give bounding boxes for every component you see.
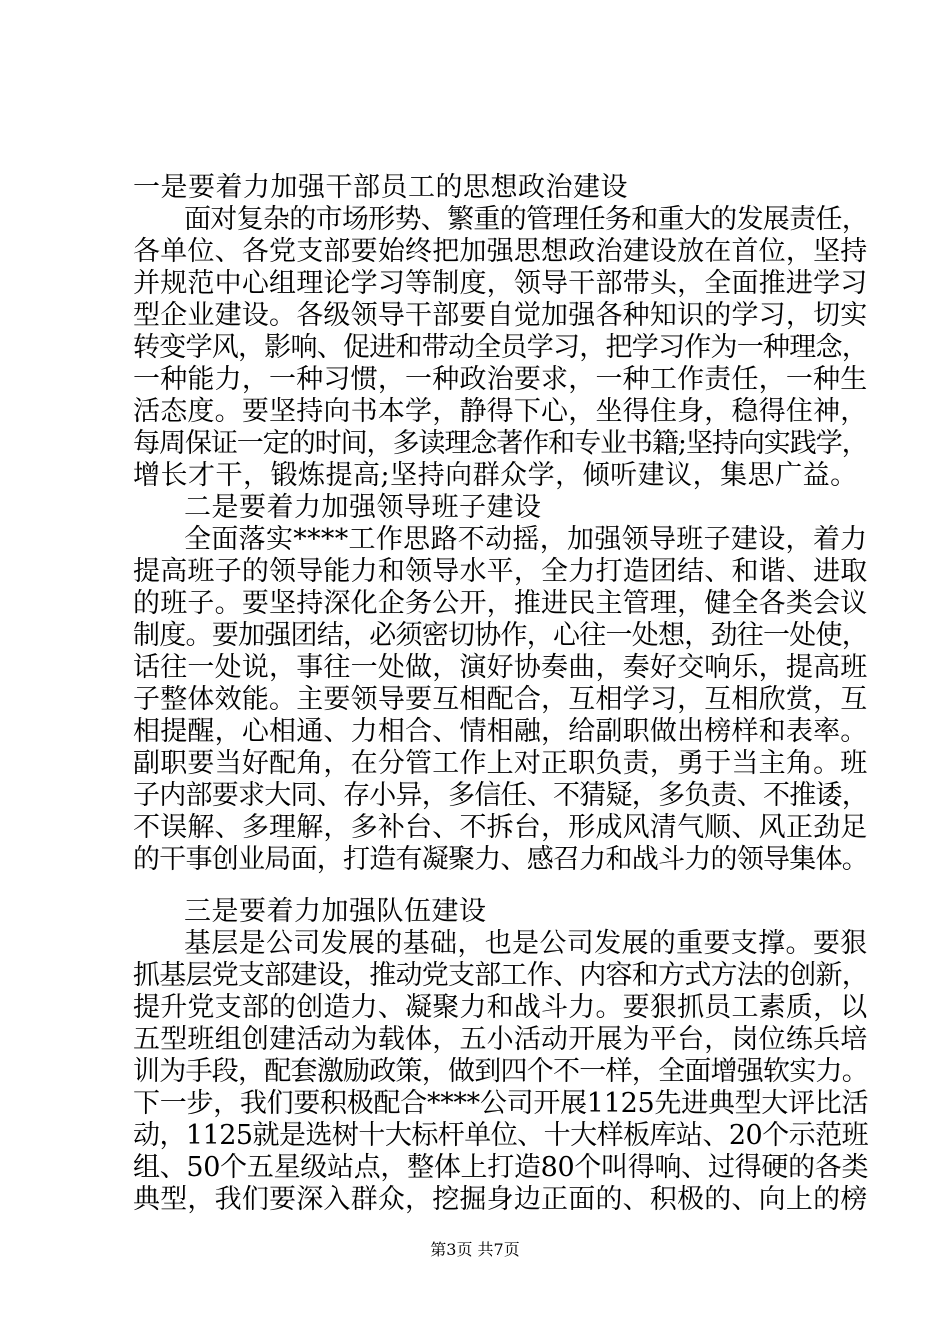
paragraph-line: 每周保证一定的时间，多读理念著作和专业书籍;坚持向实践学， [133, 428, 868, 459]
paragraph-line: 提升党支部的创造力、凝聚力和战斗力。要狠抓员工素质，以 [133, 992, 868, 1023]
paragraph-line: 型企业建设。各级领导干部要自觉加强各种知识的学习，切实 [133, 300, 868, 331]
paragraph-line: 动，1125就是选树十大标杆单位、十大样板库站、20个示范班 [133, 1120, 869, 1151]
paragraph-line: 提高班子的领导能力和领导水平，全力打造团结、和谐、进取 [133, 556, 868, 587]
section-heading-2: 二是要着力加强领导班子建设 [184, 492, 542, 523]
paragraph-line: 的干事创业局面，打造有凝聚力、感召力和战斗力的领导集体。 [133, 844, 868, 875]
paragraph-line: 一种能力，一种习惯，一种政治要求，一种工作责任，一种生 [133, 364, 868, 395]
paragraph-line: 话往一处说，事往一处做，演好协奏曲，奏好交响乐，提高班 [133, 652, 868, 683]
paragraph-line: 不误解、多理解，多补台、不拆台，形成风清气顺、风正劲足 [133, 812, 868, 843]
paragraph-line: 子内部要求大同、存小异，多信任、不猜疑，多负责、不推诿， [133, 780, 868, 811]
paragraph-line: 组、50个五星级站点，整体上打造80个叫得响、过得硬的各类 [133, 1152, 869, 1183]
paragraph-line: 相提醒，心相通、力相合、情相融，给副职做出榜样和表率。 [133, 716, 868, 747]
paragraph-line: 面对复杂的市场形势、繁重的管理任务和重大的发展责任， [184, 204, 868, 235]
paragraph-line: 全面落实****工作思路不动摇，加强领导班子建设，着力 [184, 524, 868, 555]
paragraph-line: 增长才干，锻炼提高;坚持向群众学，倾听建议，集思广益。 [133, 460, 858, 491]
paragraph-line: 训为手段，配套激励政策，做到四个不一样，全面增强软实力。 [133, 1056, 868, 1087]
page-number-footer: 第3页 共7页 [430, 1240, 520, 1259]
paragraph-line: 并规范中心组理论学习等制度，领导干部带头，全面推进学习 [133, 268, 868, 299]
paragraph-line: 转变学风，影响、促进和带动全员学习，把学习作为一种理念， [133, 332, 868, 363]
paragraph-line: 的班子。要坚持深化企务公开，推进民主管理，健全各类会议 [133, 588, 868, 619]
paragraph-line: 制度。要加强团结，必须密切协作，心往一处想，劲往一处使， [133, 620, 868, 651]
paragraph-line: 各单位、各党支部要始终把加强思想政治建设放在首位，坚持 [133, 236, 868, 267]
paragraph-line: 活态度。要坚持向书本学，静得下心，坐得住身，稳得住神， [133, 396, 868, 427]
paragraph-line: 子整体效能。主要领导要互相配合，互相学习，互相欣赏，互 [133, 684, 868, 715]
paragraph-line: 抓基层党支部建设，推动党支部工作、内容和方式方法的创新， [133, 960, 868, 991]
section-heading-3: 三是要着力加强队伍建设 [184, 896, 487, 927]
paragraph-line: 典型，我们要深入群众，挖掘身边正面的、积极的、向上的榜 [133, 1184, 868, 1215]
paragraph-line: 基层是公司发展的基础，也是公司发展的重要支撑。要狠 [184, 928, 868, 959]
paragraph-line: 五型班组创建活动为载体，五小活动开展为平台，岗位练兵培 [133, 1024, 868, 1055]
section-heading-1: 一是要着力加强干部员工的思想政治建设 [133, 172, 628, 203]
paragraph-line: 副职要当好配角，在分管工作上对正职负责，勇于当主角。班 [133, 748, 868, 779]
paragraph-line: 下一步，我们要积极配合****公司开展1125先进典型大评比活 [133, 1088, 869, 1119]
